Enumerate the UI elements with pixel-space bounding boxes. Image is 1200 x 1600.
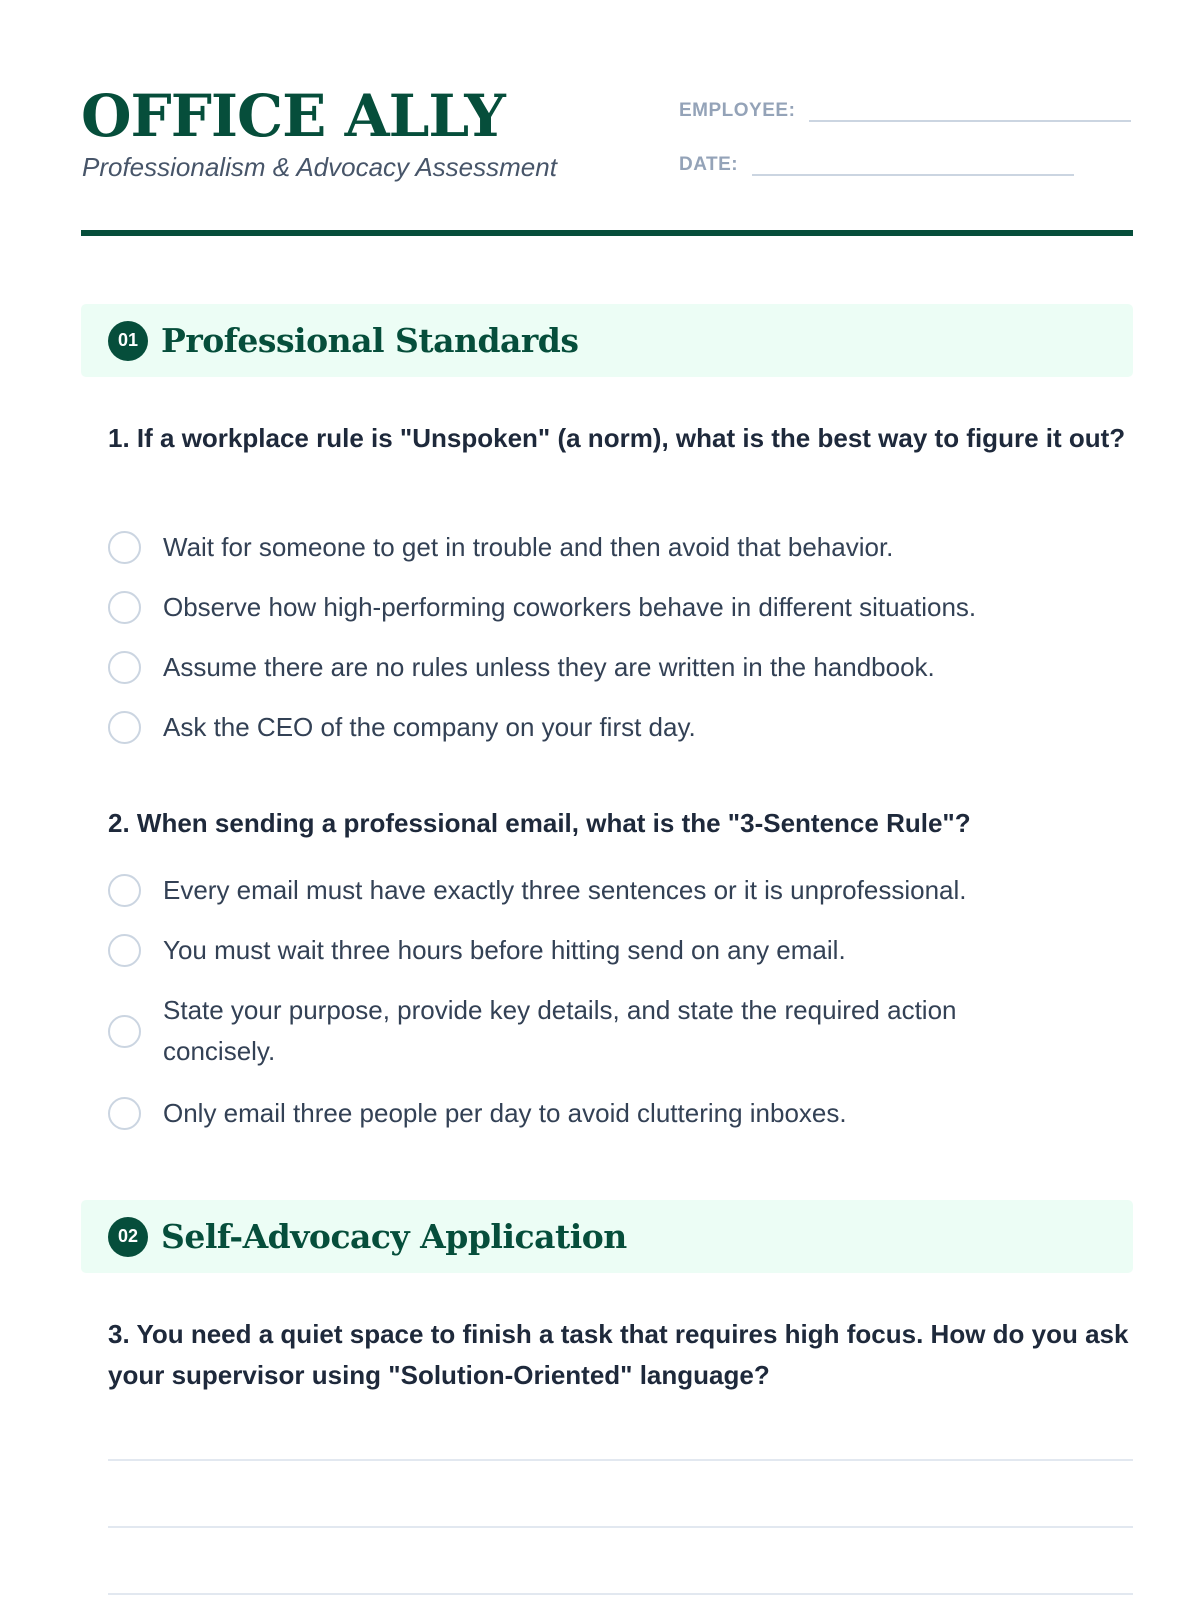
radio-button[interactable] (108, 874, 141, 907)
employee-field[interactable] (809, 100, 1131, 122)
date-field[interactable] (752, 154, 1074, 176)
option-label: State your purpose, provide key details, and state the required action concisely. (163, 995, 957, 1066)
option-label: Ask the CEO of the company on your first day. (163, 712, 696, 742)
q1-option-a[interactable] (108, 527, 1108, 568)
q2-option-d[interactable] (108, 1093, 1108, 1134)
section-title: Self-Advocacy Application (161, 1217, 627, 1256)
brand-title: OFFICE ALLY (81, 82, 505, 150)
q1-option-c[interactable] (108, 647, 1108, 688)
radio-button[interactable] (108, 1015, 141, 1048)
employee-row (679, 100, 1131, 122)
q1-option-d[interactable] (108, 707, 1108, 748)
option-label: Wait for someone to get in trouble and then avoid that behavior. (163, 532, 894, 562)
question-2: 2. When sending a professional email, what is the "3-Sentence Rule"? (108, 808, 971, 838)
section-number-badge: 02 (108, 1217, 148, 1257)
option-label: Observe how high-performing coworkers behave in different situations. (163, 592, 977, 622)
option-label: Assume there are no rules unless they are written in the handbook. (163, 652, 935, 682)
question-3: 3. You need a quiet space to finish a task that requires high focus. How do you ask your supervisor using "Solution-Oriented" language? (108, 1319, 1129, 1390)
q2-option-b[interactable] (108, 930, 1108, 971)
option-label: Only email three people per day to avoid cluttering inboxes. (163, 1098, 847, 1128)
radio-button[interactable] (108, 711, 141, 744)
radio-button[interactable] (108, 591, 141, 624)
option-label: Every email must have exactly three sentences or it is unprofessional. (163, 875, 967, 905)
radio-button[interactable] (108, 1097, 141, 1130)
document-header (81, 82, 1133, 236)
answer-line[interactable] (108, 1526, 1133, 1528)
section-number-badge: 01 (108, 321, 148, 361)
section-self-advocacy (81, 1200, 1133, 1273)
answer-line[interactable] (108, 1593, 1133, 1595)
date-label: DATE: (679, 154, 739, 175)
radio-button[interactable] (108, 651, 141, 684)
option-label: You must wait three hours before hitting send on any email. (163, 935, 846, 965)
answer-line[interactable] (108, 1459, 1133, 1461)
employee-label: EMPLOYEE: (679, 100, 796, 121)
section-professional-standards (81, 304, 1133, 377)
brand-subtitle: Professionalism & Advocacy Assessment (82, 152, 557, 182)
q2-option-a[interactable] (108, 870, 1108, 911)
question-1: 1. If a workplace rule is "Unspoken" (a norm), what is the best way to figure it out? (108, 423, 1126, 453)
radio-button[interactable] (108, 531, 141, 564)
section-title: Professional Standards (161, 321, 579, 360)
date-row (679, 154, 1074, 176)
radio-button[interactable] (108, 934, 141, 967)
q2-option-c[interactable] (108, 990, 1068, 1072)
q1-option-b[interactable] (108, 587, 1108, 628)
